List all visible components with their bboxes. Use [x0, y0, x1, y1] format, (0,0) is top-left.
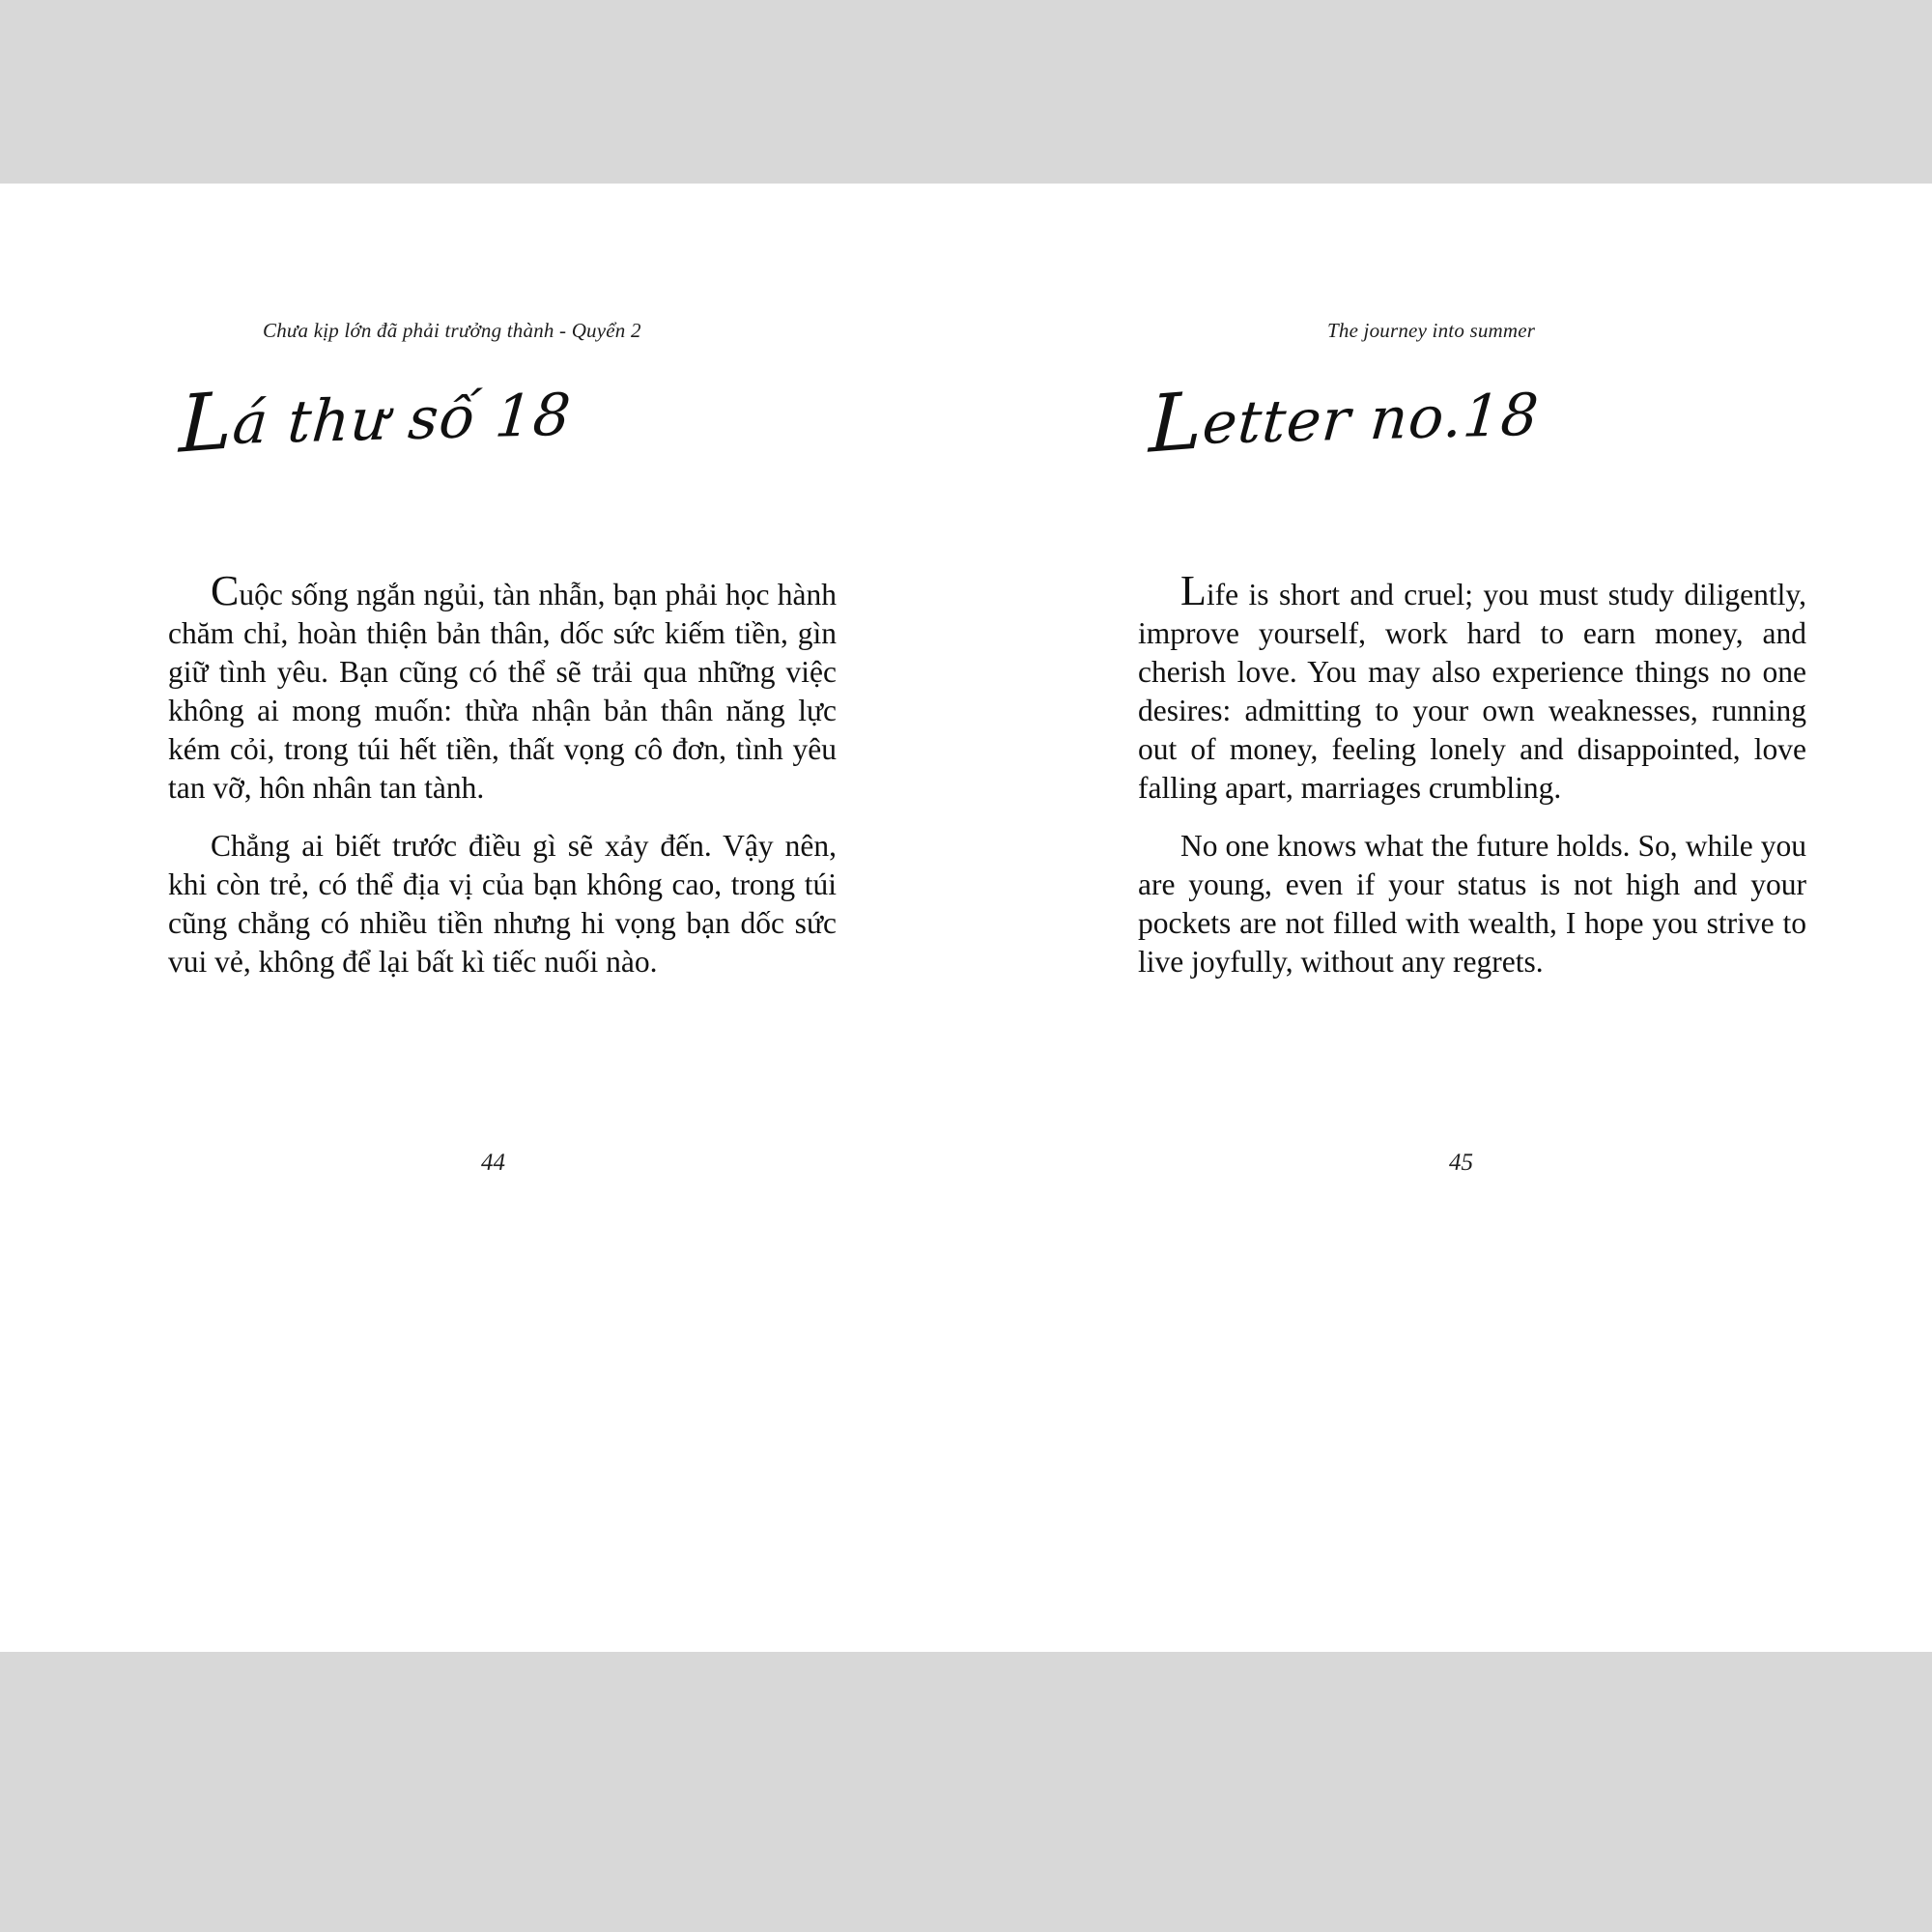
right-title-text: etter no.18: [1200, 381, 1542, 458]
right-page-number: 45: [1449, 1150, 1473, 1176]
left-drop-cap: C: [211, 567, 240, 614]
left-running-head: Chưa kịp lớn đã phải trưởng thành - Quyển 2: [263, 319, 641, 342]
right-paragraph-1: [1138, 567, 1806, 808]
left-body-text: [168, 567, 837, 981]
left-paragraph-1-text: uộc sống ngắn ngủi, tàn nhẫn, bạn phải học hành chăm chỉ, hoàn thiện bản thân, dốc sức kiếm tiền, gìn giữ tình yêu. Bạn cũng có thể sẽ trải qua những việc không ai mong muốn: thừa nhận bản thân năng lực kém cỏi, trong túi hết tiền, thất vọng cô đơn, tình yêu tan vỡ, hôn nhân tan tành.: [168, 578, 837, 805]
right-letter-title: [1147, 375, 1542, 471]
right-running-head: The journey into summer: [1327, 319, 1536, 342]
right-drop-cap: L: [1180, 567, 1207, 614]
right-book-page: [966, 184, 1932, 1652]
right-body-text: [1138, 567, 1806, 981]
book-spread: [0, 184, 1932, 1652]
right-paragraph-1-text: ife is short and cruel; you must study diligently, improve yourself, work hard to earn money, and cherish love. You may also experience things no one desires: admitting to your own weaknesses, running out of money, feeling lonely and disappointed, love falling apart, marriages crumbling.: [1138, 578, 1806, 805]
left-letter-title: [177, 375, 574, 471]
left-title-text: á thư số 18: [230, 381, 574, 458]
left-page-number: 44: [481, 1150, 505, 1176]
right-title-swash-letter: L: [1148, 375, 1205, 471]
left-paragraph-1: [168, 567, 837, 808]
left-title-swash-letter: L: [178, 375, 235, 471]
right-paragraph-2: No one knows what the future holds. So, while you are young, even if your status is not high and your pockets are not filled with wealth, I hope you strive to live joyfully, without any regrets.: [1138, 829, 1806, 979]
left-paragraph-2: Chẳng ai biết trước điều gì sẽ xảy đến. Vậy nên, khi còn trẻ, có thể địa vị của bạn không cao, trong túi cũng chẳng có nhiều tiền nhưng hi vọng bạn dốc sức vui vẻ, không để lại bất kì tiếc nuối nào.: [168, 829, 837, 979]
left-book-page: [0, 184, 966, 1652]
